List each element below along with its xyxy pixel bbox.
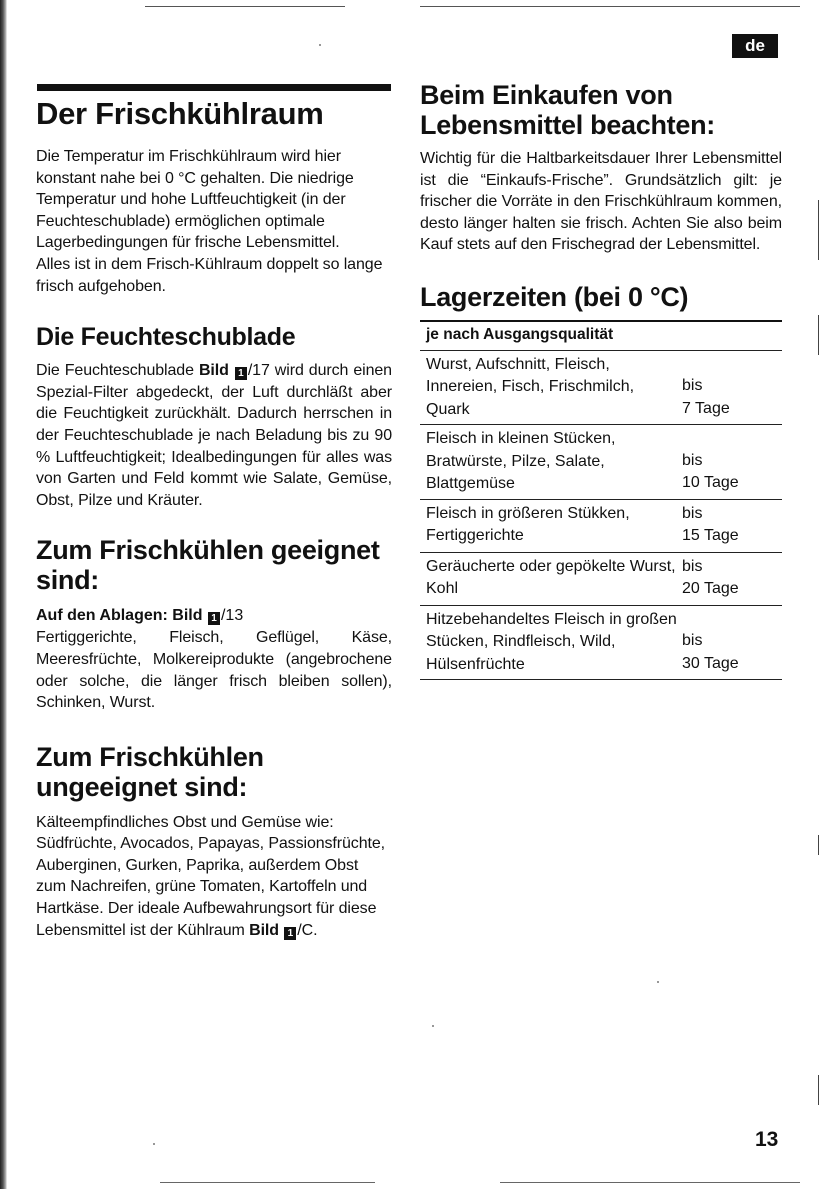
scan-bottom-mark — [160, 1182, 375, 1183]
table-row — [420, 350, 782, 425]
scan-right-mark — [818, 200, 819, 260]
scan-right-mark — [818, 1075, 819, 1105]
food-cell: Wurst, Aufschnitt, Fleisch, Innereien, Fisch, Frischmilch, Quark — [420, 350, 682, 425]
scan-edge-shadow — [0, 0, 7, 1189]
food-cell: Fleisch in kleinen Stücken, Bratwürste, Pilze, Salate, Blattgemüse — [420, 425, 682, 500]
intro-paragraph: Die Temperatur im Frischkühlraum wird hier konstant nahe bei 0 °C gehalten. Die niedrige Temperatur und hohe Luftfeuchtigkeit (in der Feuchteschublade) ermöglichen optimale Lagerbedingungen für frische Lebensmittel. Alles ist in dem Frisch-Kühlraum doppelt so lange frisch aufgehoben. — [36, 148, 383, 295]
scan-speck — [657, 981, 659, 983]
ungeeignet-heading: Zum Frischkühlen ungeeignet sind: — [36, 741, 264, 802]
scan-bottom-mark — [500, 1182, 800, 1183]
food-cell: Hitzebehandeltes Fleisch in großen Stücken, Rindfleisch, Wild, Hülsenfrüchte — [420, 605, 682, 680]
lagerzeiten-heading: Lagerzeiten (bei 0 °C) — [420, 281, 689, 312]
ungeeignet-paragraph: Kälteempfindliches Obst und Gemüse wie: Südfrüchte, Avocados, Papayas, Passionsfrüchte, Auberginen, Gurken, Paprika, außerdem Obst zum Nachreifen, grüne Tomaten, Kartoffeln und Hartkäse. Der ideale Aufbewahrungsort für diese Lebensmittel ist der Kühlraum Bild 1 /C. — [36, 813, 385, 939]
feuchteschublade-paragraph: Die Feuchteschublade Bild 1 /17 wird durch einen Spezial-Filter abgedeckt, der Luft durchläßt aber die Feuchtigkeit zurückhält. Dadurch herrschen in der Feuchteschublade je nach Beladung bis zu 90 % Luftfeuchtigkeit; Idealbedingungen für alles was von Garten und Feld kommt wie Salate, Gemüse, Obst, Pilze und Kräuter. — [36, 362, 392, 509]
page-number: 13 — [755, 1128, 779, 1151]
table-row — [420, 499, 782, 552]
geeignet-subheading: Auf den Ablagen: Bild 1 /13 — [36, 607, 244, 625]
food-cell: Geräucherte oder gepökelte Wurst, Kohl — [420, 552, 682, 605]
left-column — [36, 96, 392, 941]
duration-cell: bis 20 Tage — [682, 552, 782, 605]
scan-speck — [432, 1025, 434, 1027]
scan-speck — [153, 1143, 155, 1145]
figure-ref-icon: 1 — [235, 367, 247, 380]
figure-ref-icon: 1 — [284, 927, 296, 940]
storage-times-table — [420, 320, 782, 681]
duration-cell: bis 7 Tage — [682, 350, 782, 425]
table-header-row — [420, 321, 782, 351]
geeignet-heading: Zum Frischkühlen geeignet sind: — [36, 535, 380, 596]
scan-right-mark — [818, 835, 819, 855]
language-badge: de — [732, 34, 778, 58]
duration-cell: bis 15 Tage — [682, 499, 782, 552]
table-row — [420, 605, 782, 680]
einkaufen-heading: Beim Einkaufen von Lebensmittel beachten: — [420, 80, 715, 140]
table-row — [420, 425, 782, 500]
scan-top-mark — [145, 6, 345, 7]
geeignet-paragraph: Fertiggerichte, Fleisch, Geflügel, Käse, Meeresfrüchte, Molkereiprodukte (angebrochene oder solche, die länger frisch bleiben sollen), Schinken, Wurst. — [36, 629, 392, 712]
title-rule — [37, 84, 391, 91]
feuchteschublade-heading: Die Feuchteschublade — [36, 323, 296, 352]
scan-top-mark — [420, 6, 800, 7]
einkaufen-paragraph: Wichtig für die Haltbarkeitsdauer Ihrer Lebensmittel ist die “Einkaufs-Frische”. Grundsätzlich gilt: je frischer die Vorräte in den Frischkühlraum kommen, desto länger halten sie frisch. Achten Sie also beim Kauf stets auf den Frischegrad der Lebensmittel. — [420, 150, 782, 254]
right-column — [420, 80, 782, 680]
duration-cell: bis 30 Tage — [682, 605, 782, 680]
table-header-cell: je nach Ausgangsqualität — [420, 321, 782, 351]
food-cell: Fleisch in größeren Stükken, Fertiggerichte — [420, 499, 682, 552]
duration-cell: bis 10 Tage — [682, 425, 782, 500]
scan-right-mark — [818, 315, 819, 355]
figure-ref-icon: 1 — [208, 612, 220, 625]
scan-speck — [319, 44, 321, 46]
table-row — [420, 552, 782, 605]
page-title: Der Frischkühlraum — [36, 96, 324, 131]
